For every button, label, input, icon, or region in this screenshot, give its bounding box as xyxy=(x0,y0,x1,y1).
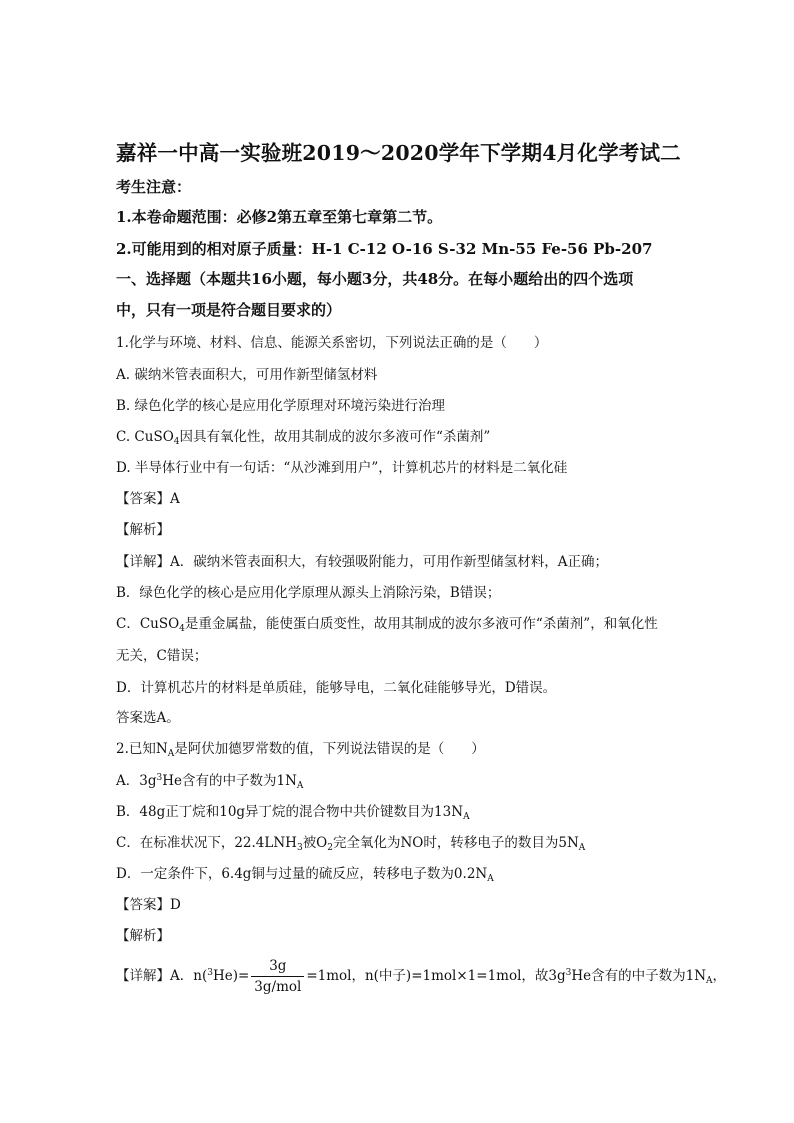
option-c-text: C. CuSO xyxy=(116,429,174,445)
notice-item-1: 1.本卷命题范围：必修2第五章至第七章第二节。 xyxy=(116,208,443,226)
question-2-detail-a xyxy=(116,958,726,995)
question-1-detail-b: B．绿色化学的核心是应用化学原理从源头上消除污染，B错误； xyxy=(116,585,501,601)
subscript: 4 xyxy=(179,624,185,634)
question-1-answer: 【答案】A xyxy=(116,491,180,507)
subscript: A xyxy=(578,843,586,853)
detail-c-text: C．CuSO xyxy=(116,616,180,632)
question-2-answer: 【答案】D xyxy=(116,897,181,913)
question-2-option-d xyxy=(116,862,494,884)
question-2-stem xyxy=(116,737,485,759)
subscript: A xyxy=(463,812,470,822)
stem-text-cont: 是阿伏加德罗常数的值，下列说法错误的是（ ） xyxy=(174,741,485,757)
detail-text: =1mol，n(中子)=1mol×1=1mol，故3g xyxy=(306,968,566,984)
question-1-option-d: D. 半导体行业中有一句话：“从沙滩到用户”，计算机芯片的材料是二氧化硅 xyxy=(116,460,568,476)
question-2-option-c xyxy=(116,831,585,853)
subscript: A xyxy=(296,781,304,791)
option-b-text: B．48g正丁烷和10g异丁烷的混合物中共价键数目为13N xyxy=(116,804,464,820)
superscript: 3 xyxy=(207,968,213,978)
fraction xyxy=(251,958,304,995)
subscript: 3 xyxy=(296,843,303,853)
question-1-conclusion: 答案选A。 xyxy=(116,710,180,726)
question-1-detail-c xyxy=(116,612,658,634)
question-2-option-b xyxy=(116,800,470,822)
subscript: A xyxy=(706,976,713,986)
option-c-text-cont: 完全氧化为NO时，转移电子的数目为5N xyxy=(333,835,579,851)
section-1-heading: 一、选择题（本题共16小题，每小题3分，共48分。在每小题给出的四个选项 xyxy=(116,270,634,288)
option-d-text: D．一定条件下，6.4g铜与过量的硫反应，转移电子数为0.2N xyxy=(116,866,488,882)
question-1-analysis-label: 【解析】 xyxy=(116,522,170,538)
option-c-text: C．在标准状况下，22.4LNH xyxy=(116,835,297,851)
subscript: 2 xyxy=(327,843,333,853)
question-1-option-a: A. 碳纳米管表面积大，可用作新型储氢材料 xyxy=(116,367,378,383)
superscript: 3 xyxy=(565,968,572,978)
option-c-text-cont: 因具有氧化性，故用其制成的波尔多液可作“杀菌剂” xyxy=(179,429,491,445)
question-1-detail-a: 【详解】A．碳纳米管表面积大，有较强吸附能力，可用作新型储氢材料，A正确； xyxy=(116,554,608,570)
subscript: A xyxy=(487,874,494,884)
option-a-text-cont: He含有的中子数为1N xyxy=(162,773,297,789)
superscript: 3 xyxy=(156,773,163,783)
option-a-text: A．3g xyxy=(116,773,157,789)
detail-text: He)= xyxy=(212,968,250,984)
detail-text: He含有的中子数为1N xyxy=(571,968,707,984)
detail-text: ， xyxy=(712,968,727,984)
question-1-option-c xyxy=(116,425,490,447)
detail-c-text-cont: 是重金属盐，能使蛋白质变性，故用其制成的波尔多液可作“杀菌剂”，和氧化性 xyxy=(184,616,658,632)
fraction-numerator: 3g xyxy=(251,958,304,977)
section-1-heading-cont: 中，只有一项是符合题目要求的） xyxy=(116,301,342,319)
question-1-detail-d: D．计算机芯片的材料是单质硅，能够导电，二氧化硅能够导光，D错误。 xyxy=(116,680,557,696)
subscript: A xyxy=(167,749,175,759)
question-1-detail-c-cont: 无关，C错误； xyxy=(116,648,208,664)
question-1-stem: 1.化学与环境、材料、信息、能源关系密切，下列说法正确的是（ ） xyxy=(116,335,548,351)
question-1-option-b: B. 绿色化学的核心是应用化学原理对环境污染进行治理 xyxy=(116,398,446,414)
question-2-analysis-label: 【解析】 xyxy=(116,928,170,944)
exam-title: 嘉祥一中高一实验班2019～2020学年下学期4月化学考试二 xyxy=(116,141,681,165)
notice-item-2: 2.可能用到的相对原子质量：H-1 C-12 O-16 S-32 Mn-55 Fe-56 Pb-207 xyxy=(116,240,653,258)
subscript: 4 xyxy=(173,437,180,447)
fraction-denominator: 3g/mol xyxy=(254,979,302,995)
question-2-option-a xyxy=(116,769,303,791)
notice-heading: 考生注意： xyxy=(116,178,192,196)
detail-text: 【详解】A．n( xyxy=(116,968,208,984)
stem-text: 2.已知N xyxy=(116,741,168,757)
option-c-text-mid: 被O xyxy=(302,835,328,851)
